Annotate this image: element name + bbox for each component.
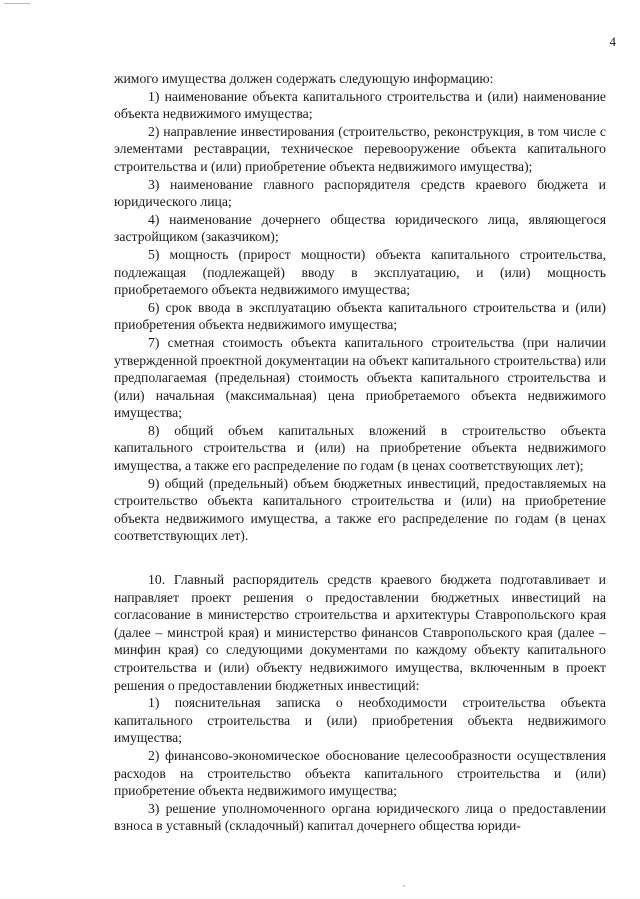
list-item-a-1: 1) наименование объекта капитального строительства и (или) наименование объекта недвижимого имущества; (114, 88, 606, 122)
list-item-a-8: 8) общий объем капитальных вложений в строительство объекта капитального строительства и (или) на приобретение объекта недвижимого имущества, а также его распределение по годам (в ценах соответствующих лет); (114, 422, 606, 474)
section-10-paragraph: 10. Главный распорядитель средств краевого бюджета подготавливает и направляет проект решения о предоставлении бюджетных инвестиций на согласование в министерство строительства и архитектуры Ставропольского края (далее – минстрой края) и министерство финансов Ставропольского края (далее – минфин края) со следующими документами по каждому объекту капитального строительства и (или) объекту недвижимого имущества, включенным в проект решения о предоставлении бюджетных инвестиций: (114, 572, 606, 693)
list-item-b-3: 3) решение уполномоченного органа юридического лица о предоставлении взноса в уставный (складочный) капитал дочернего общества юриди- (114, 800, 606, 834)
list-item-a-9: 9) общий (предельный) объем бюджетных инвестиций, предоставляемых на строительство объекта капитального строительства и (или) на приобретение объекта недвижимого имущества, а также его распределение по годам (в ценах соответствующих лет). (114, 475, 606, 544)
list-item-a-2: 2) направление инвестирования (строительство, реконструкция, в том числе с элементами реставрации, техническое перевооружение объекта капитального строительства и (или) приобретение объекта недвижимого имущества); (114, 123, 606, 174)
document-body (114, 70, 606, 835)
list-item-a-7: 7) сметная стоимость объекта капитального строительства (при наличии утвержденной проектной документации на объект капитального строительства) или предполагаемая (предельная) стоимость объекта капитального строительства и (или) начальная (максимальная) цена приобретаемого объекта недвижимого имущества; (114, 334, 606, 421)
list-item-b-2: 2) финансово-экономическое обоснование целесообразности осуществления расходов на строительство объекта капитального строительства и (или) приобретение объекта недвижимого имущества; (114, 747, 606, 799)
list-item-b-1: 1) пояснительная записка о необходимости строительства объекта капитального строительства и (или) приобретения объекта недвижимого имущества; (114, 695, 606, 746)
list-item-a-6: 6) срок ввода в эксплуатацию объекта капитального строительства и (или) приобретения объекта недвижимого имущества; (114, 299, 606, 333)
list-item-a-4: 4) наименование дочернего общества юридического лица, являющегося застройщиком (заказчиком); (114, 211, 606, 245)
list-item-a-5: 5) мощность (прирост мощности) объекта капитального строительства, подлежащая (подлежащей) вводу в эксплуатацию, и (или) мощность приобретаемого объекта недвижимого имущества; (114, 246, 606, 298)
list-item-a-3: 3) наименование главного распорядителя средств краевого бюджета и юридического лица; (114, 176, 606, 210)
page-number: 4 (609, 34, 616, 49)
scan-edge-mark (4, 3, 30, 4)
scan-speck (403, 885, 405, 887)
paragraph-continuation: жимого имущества должен содержать следующую информацию: (114, 71, 494, 86)
